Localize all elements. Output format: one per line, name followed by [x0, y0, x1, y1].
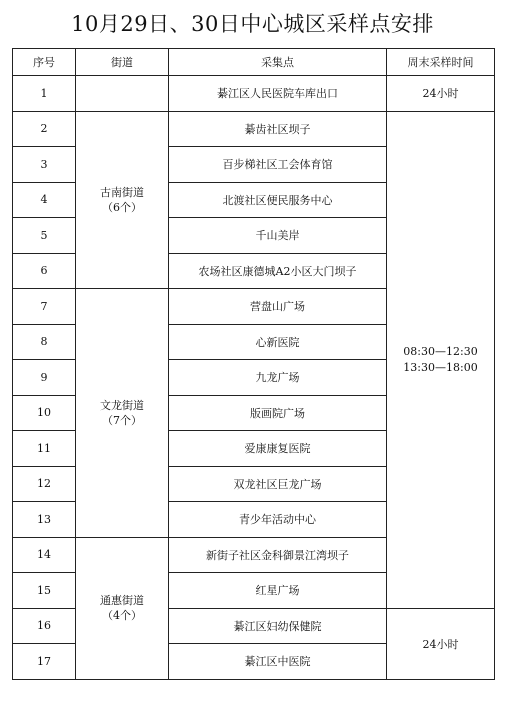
page-title: 10月29日、30日中心城区采样点安排 — [71, 12, 434, 36]
row-no: 17 — [13, 644, 76, 680]
table-header-row — [13, 49, 495, 76]
row-no: 10 — [13, 395, 76, 431]
street-count: （4个） — [102, 609, 142, 622]
row-no: 9 — [13, 360, 76, 396]
time-afternoon: 13:30—18:00 — [403, 360, 478, 374]
header-site: 采集点 — [169, 49, 387, 76]
street-count: （7个） — [102, 413, 142, 427]
row-no: 11 — [13, 431, 76, 467]
site-cell: 新街子社区金科御景江湾坝子 — [169, 537, 387, 573]
site-cell: 綦江区妇幼保健院 — [169, 608, 387, 644]
street-cell-empty — [76, 76, 169, 112]
row-no: 7 — [13, 289, 76, 325]
row-no: 5 — [13, 218, 76, 254]
street-name: 文龙街道 — [100, 398, 144, 412]
row-no: 4 — [13, 182, 76, 218]
hours-cell-first: 24小时 — [387, 76, 495, 112]
sampling-sites-table — [12, 48, 495, 680]
header-hours: 周末采样时间 — [387, 49, 495, 76]
site-cell: 千山美岸 — [169, 218, 387, 254]
hours-cell-middle — [387, 111, 495, 608]
table-row — [13, 111, 495, 147]
site-cell: 农场社区康德城A2小区大门坝子 — [169, 253, 387, 289]
site-cell: 綦齿社区坝子 — [169, 111, 387, 147]
table-row — [13, 76, 495, 112]
site-cell: 青少年活动中心 — [169, 502, 387, 538]
site-cell: 心新医院 — [169, 324, 387, 360]
row-no: 6 — [13, 253, 76, 289]
site-cell: 九龙广场 — [169, 360, 387, 396]
header-street: 街道 — [76, 49, 169, 76]
street-count: （6个） — [102, 200, 142, 214]
street-name: 古南街道 — [100, 185, 144, 199]
time-morning: 08:30—12:30 — [403, 344, 478, 358]
street-cell-gunan — [76, 111, 169, 289]
row-no: 16 — [13, 608, 76, 644]
header-no: 序号 — [13, 49, 76, 76]
site-cell: 营盘山广场 — [169, 289, 387, 325]
row-no: 3 — [13, 147, 76, 183]
row-no: 12 — [13, 466, 76, 502]
site-cell: 綦江区人民医院车库出口 — [169, 76, 387, 112]
site-cell: 爱康康复医院 — [169, 431, 387, 467]
row-no: 8 — [13, 324, 76, 360]
row-no: 13 — [13, 502, 76, 538]
site-cell: 北渡社区便民服务中心 — [169, 182, 387, 218]
street-cell-wenlong — [76, 289, 169, 538]
street-cell-tonghui — [76, 537, 169, 679]
site-cell: 红星广场 — [169, 573, 387, 609]
row-no: 2 — [13, 111, 76, 147]
site-cell: 双龙社区巨龙广场 — [169, 466, 387, 502]
street-name: 通惠街道 — [100, 594, 144, 607]
row-no: 14 — [13, 537, 76, 573]
site-cell: 百步梯社区工会体育馆 — [169, 147, 387, 183]
site-cell: 版画院广场 — [169, 395, 387, 431]
row-no: 15 — [13, 573, 76, 609]
site-cell: 綦江区中医院 — [169, 644, 387, 680]
row-no: 1 — [13, 76, 76, 112]
hours-cell-last: 24小时 — [387, 608, 495, 679]
